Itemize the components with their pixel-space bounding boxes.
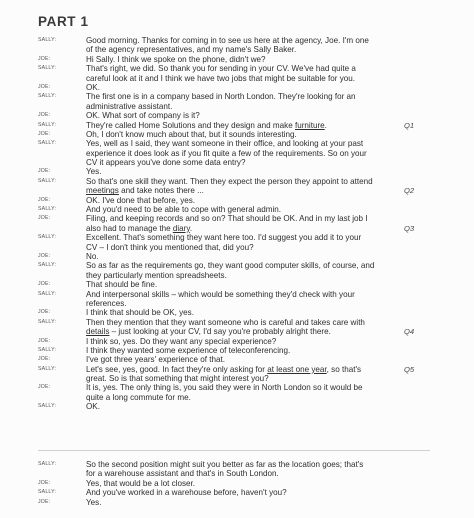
dialogue-text: CV it appears you've done some data entry?	[86, 158, 246, 168]
transcript-line	[0, 479, 474, 488]
transcript-line	[0, 365, 474, 374]
dialogue-text-after: and take notes there ...	[118, 186, 204, 196]
transcript-line	[0, 177, 474, 186]
transcript-line	[0, 167, 474, 176]
dialogue-text	[86, 186, 411, 195]
dialogue-text: Yes, that would be a lot closer.	[86, 478, 196, 488]
question-marker: Q3	[404, 223, 415, 233]
question-marker: Q1	[404, 120, 415, 130]
transcript-part-1	[0, 36, 474, 412]
transcript-line	[0, 346, 474, 355]
dialogue-text: references.	[86, 298, 127, 308]
speaker-label: SALLY:	[38, 290, 57, 297]
part-title: PART 1	[38, 14, 89, 29]
dialogue-text: I think so, yes. Do they want any special experience?	[86, 336, 277, 346]
dialogue-text: quite a long commute for me.	[86, 392, 191, 402]
dialogue-text: Yes.	[86, 167, 102, 177]
transcript-line	[0, 158, 474, 167]
dialogue-text: I think they wanted some experience of teleconferencing.	[86, 345, 291, 355]
dialogue-text	[86, 327, 411, 336]
speaker-label: JOE:	[38, 498, 51, 505]
transcript-line	[0, 130, 474, 139]
speaker-label: JOE:	[38, 356, 51, 363]
dialogue-text: And you'd need to be able to cope with general admin.	[86, 205, 282, 215]
dialogue-text-after: .	[189, 223, 193, 233]
dialogue-text: Yes.	[86, 497, 102, 507]
speaker-label: JOE:	[38, 252, 51, 259]
transcript-line	[0, 355, 474, 364]
speaker-label: JOE:	[38, 196, 51, 203]
dialogue-text: Hi Sally. I think we spoke on the phone, didn't we?	[86, 54, 266, 64]
speaker-label: JOE:	[38, 309, 51, 316]
transcript-line	[0, 374, 474, 383]
transcript-line	[0, 196, 474, 205]
question-marker: Q5	[404, 364, 415, 374]
speaker-label: JOE:	[38, 130, 51, 137]
dialogue-text-before: Let's see, yes, good. In fact they're only asking for	[86, 364, 268, 374]
transcript-line	[0, 460, 474, 469]
dialogue-text: administrative assistant.	[86, 101, 173, 111]
speaker-label: SALLY:	[38, 318, 57, 325]
transcript-part-1-continued	[0, 460, 474, 507]
transcript-line	[0, 83, 474, 92]
speaker-label: SALLY:	[38, 365, 57, 372]
dialogue-text: That's right, we did. So thank you for sending in your CV. We've had quite a	[86, 64, 356, 74]
dialogue-text: So that's one skill they want. Then they expect the person they appoint to attend	[86, 176, 373, 186]
transcript-line	[0, 111, 474, 120]
dialogue-text: I think that should be OK, yes.	[86, 308, 194, 318]
speaker-label: SALLY:	[38, 37, 57, 43]
dialogue-text-before: also had to manage the	[86, 223, 173, 233]
transcript-line	[0, 233, 474, 242]
speaker-label: JOE:	[38, 215, 51, 222]
speaker-label: JOE:	[38, 384, 51, 391]
transcript-line	[0, 280, 474, 289]
dialogue-text	[86, 365, 411, 374]
speaker-label: SALLY:	[38, 262, 57, 269]
transcript-line	[0, 102, 474, 111]
dialogue-text: So the second position might suit you better as far as the location goes; that's	[86, 460, 364, 469]
transcript-line	[0, 139, 474, 148]
answer-underlined: at least one year	[267, 364, 327, 374]
answer-underlined: details	[86, 327, 110, 337]
dialogue-text: Yes, well as I said, they want someone in their office, and looking at your past	[86, 139, 364, 149]
transcript-line	[0, 36, 474, 45]
dialogue-text: OK. I've done that before, yes.	[86, 195, 196, 205]
speaker-label: JOE:	[38, 337, 51, 344]
speaker-label: SALLY:	[38, 461, 57, 467]
transcript-line	[0, 498, 474, 507]
dialogue-text: The first one is in a company based in North London. They're looking for an	[86, 92, 356, 102]
transcript-line	[0, 55, 474, 64]
speaker-label: SALLY:	[38, 403, 57, 410]
transcript-line	[0, 271, 474, 280]
speaker-label: SALLY:	[38, 140, 57, 147]
speaker-label: JOE:	[38, 479, 51, 486]
answer-underlined: furniture	[294, 120, 325, 130]
transcript-line	[0, 149, 474, 158]
transcript-line	[0, 393, 474, 402]
dialogue-text: CV – I don't think you mentioned that, did you?	[86, 242, 254, 252]
dialogue-text: And you've worked in a warehouse before, haven't you?	[86, 488, 287, 498]
question-marker: Q4	[404, 327, 415, 337]
dialogue-text: great. So is that something that might interest you?	[86, 374, 269, 384]
transcript-line	[0, 383, 474, 392]
dialogue-text: they particularly mention spreadsheets.	[86, 270, 227, 280]
dialogue-text: OK.	[86, 402, 100, 412]
dialogue-text-before: They're called Home Solutions and they design and make	[86, 120, 295, 130]
speaker-label: SALLY:	[38, 206, 57, 213]
question-marker: Q2	[404, 186, 415, 196]
transcript-line	[0, 488, 474, 497]
transcript-line	[0, 243, 474, 252]
dialogue-text: experience it does look as if you fit quite a few of the requirements. So on your	[86, 148, 367, 158]
dialogue-text	[86, 224, 411, 233]
speaker-label: JOE:	[38, 55, 51, 62]
speaker-label: JOE:	[38, 112, 51, 119]
dialogue-text: That should be fine.	[86, 280, 158, 290]
dialogue-text-after: , so that's	[326, 364, 362, 374]
speaker-label: SALLY:	[38, 234, 57, 241]
speaker-label: SALLY:	[38, 65, 57, 72]
transcript-line	[0, 92, 474, 101]
speaker-label: SALLY:	[38, 177, 57, 184]
speaker-label: SALLY:	[38, 121, 57, 128]
transcript-line	[0, 308, 474, 317]
transcript-line	[0, 64, 474, 73]
dialogue-text: So as far as the requirements go, they want good computer skills, of course, and	[86, 261, 375, 271]
transcript-line	[0, 186, 474, 195]
transcript-line	[0, 224, 474, 233]
transcript-line	[0, 469, 474, 478]
dialogue-text: Oh, I don't know much about that, but it sounds interesting.	[86, 129, 297, 139]
transcript-line	[0, 299, 474, 308]
dialogue-text: Then they mention that they want someone who is careful and takes care with	[86, 317, 365, 327]
speaker-label: SALLY:	[38, 489, 57, 496]
dialogue-text: It is, yes. The only thing is, you said they were in North London so it would be	[86, 383, 363, 393]
dialogue-text: careful look at it and I think we have two jobs that might be suitable for you.	[86, 73, 356, 83]
transcript-line	[0, 402, 474, 411]
transcript-line	[0, 74, 474, 83]
transcript-line	[0, 261, 474, 270]
speaker-label: JOE:	[38, 281, 51, 288]
transcript-line	[0, 45, 474, 54]
speaker-label: JOE:	[38, 168, 51, 175]
speaker-label: JOE:	[38, 83, 51, 90]
transcript-line	[0, 205, 474, 214]
dialogue-text: I've got three years' experience of that.	[86, 355, 225, 365]
dialogue-text-after: – just looking at your CV, I'd say you're probably alright there.	[109, 327, 331, 337]
dialogue-text: No.	[86, 251, 99, 261]
speaker-label: SALLY:	[38, 346, 57, 353]
transcript-line	[0, 121, 474, 130]
dialogue-text: And interpersonal skills – which would be something they'd check with your	[86, 289, 355, 299]
dialogue-text: Good morning. Thanks for coming in to see us here at the agency, Joe. I'm one	[86, 36, 369, 45]
dialogue-text: OK.	[86, 82, 100, 92]
transcript-line	[0, 318, 474, 327]
transcript-line	[0, 252, 474, 261]
transcript-line	[0, 327, 474, 336]
dialogue-text	[86, 121, 411, 130]
transcript-line	[0, 214, 474, 223]
dialogue-text: Filing, and keeping records and so on? That should be OK. And in my last job I	[86, 214, 368, 224]
transcript-line	[0, 290, 474, 299]
transcript-line	[0, 337, 474, 346]
dialogue-text: for a warehouse assistant and that's in South London.	[86, 469, 279, 479]
dialogue-text-after: .	[324, 120, 327, 130]
section-divider	[38, 450, 430, 451]
speaker-label: SALLY:	[38, 93, 57, 100]
dialogue-text: Excellent. That's something they want here too. I'd suggest you add it to your	[86, 233, 362, 243]
dialogue-text: of the agency representatives, and my name's Sally Baker.	[86, 45, 297, 55]
answer-underlined: meetings	[86, 186, 119, 196]
dialogue-text: OK. What sort of company is it?	[86, 111, 200, 121]
answer-underlined: diary	[172, 223, 190, 233]
